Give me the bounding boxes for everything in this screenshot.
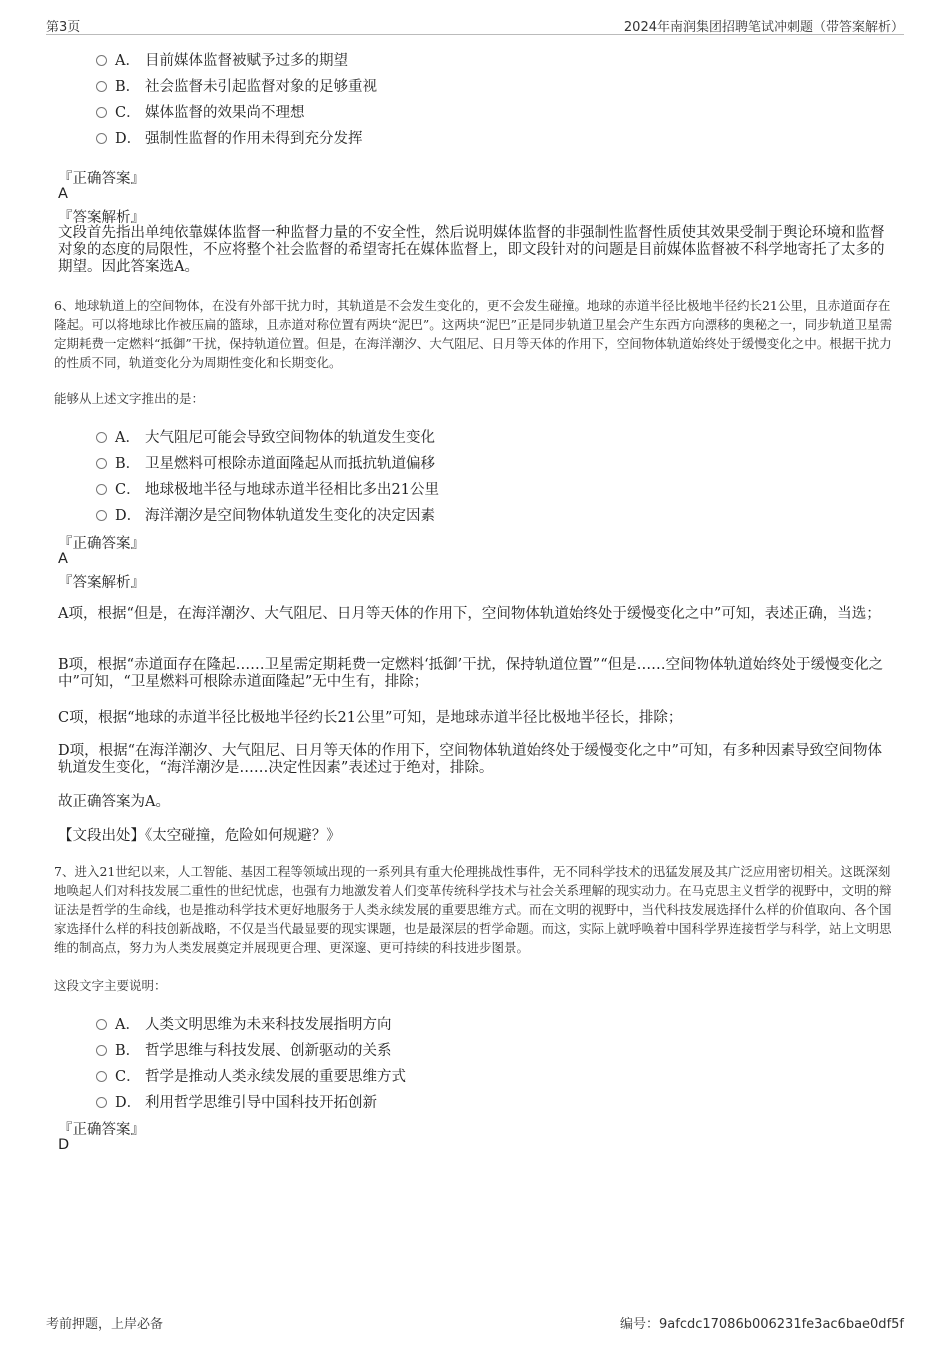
q7-option-b[interactable]: B． 哲学思维与科技发展、创新驱动的关系	[96, 1039, 392, 1059]
radio-icon[interactable]	[96, 55, 107, 66]
q5-answer: A	[58, 186, 68, 202]
q7-option-d[interactable]: D． 利用哲学思维引导中国科技开拓创新	[96, 1091, 377, 1111]
q7-stem: 7、进入21世纪以来，人工智能、基因工程等领域出现的一系列具有重大伦理挑战性事件，无不同科学技术的迅猛发展及其广泛应用密切相关。这既深刻地唤起人们对科技发展二重性的世纪忧虑，也强有力地激发着人们变革传统科学技术与社会关系理解的现实动力。在马克思主义哲学的视野中，文明的辩证法是哲学的生命线，也是推动科学技术更好地服务于人类永续发展的重要思维方式。而在文明的视野中，当代科技发展选择什么样的价值取向、各个国家选择什么样的科技创新战略，不仅是当代最显要的现实课题，也是最深层的哲学命题。而这，实际上就呼唤着中国科学界连接哲学与科学，站上文明思维的制高点，努力为人类发展奠定并展现更合理、更深邃、更可持续的科技进步图景。	[54, 864, 892, 955]
radio-icon[interactable]	[96, 432, 107, 443]
q6-answer: A	[58, 551, 68, 567]
radio-icon[interactable]	[96, 458, 107, 469]
document-title: 2024年南润集团招聘笔试冲刺题（带答案解析）	[623, 20, 904, 35]
q6-stem: 6、地球轨道上的空间物体，在没有外部干扰力时，其轨道是不会发生变化的，更不会发生碰撞。地球的赤道半径比极地半径约长21公里，且赤道面存在隆起。可以将地球比作被压扁的篮球，且赤道对称位置有两块“泥巴”。这两块“泥巴”正是同步轨道卫星会产生东西方向漂移的奥秘之一，同步轨道卫星需定期耗费一定燃料“抵御”干扰，保持轨道位置。但是，在海洋潮汐、大气阻尼、日月等天体的作用下，空间物体轨道始终处于缓慢变化之中。根据干扰力的性质不同，轨道变化分为周期性变化和长期变化。	[54, 298, 893, 370]
q6-option-b[interactable]: B． 卫星燃料可根除赤道面隆起从而抵抗轨道偏移	[96, 452, 435, 472]
q6-option-d[interactable]: D． 海洋潮汐是空间物体轨道发生变化的决定因素	[96, 504, 435, 524]
q5-analysis: 文段首先指出单纯依靠媒体监督一种监督力量的不安全性，然后说明媒体监督的非强制性监督性质使其效果受制于舆论环境和监督对象的态度的局限性，不应将整个社会监督的希望寄托在媒体监督上，即文段针对的问题是目前媒体监督被不科学地寄托了太多的期望。因此答案选A。	[58, 225, 885, 275]
q6-answer-label: 『正确答案』	[58, 536, 145, 552]
q5-answer-label: 『正确答案』	[58, 171, 145, 187]
q5-option-b[interactable]: B． 社会监督未引起监督对象的足够重视	[96, 75, 377, 95]
q5-option-a[interactable]: A． 目前媒体监督被赋予过多的期望	[96, 49, 348, 69]
q6-conclusion: 故正确答案为A。	[58, 794, 170, 810]
q7-answer-label: 『正确答案』	[58, 1122, 145, 1138]
radio-icon[interactable]	[96, 1097, 107, 1108]
q6-prompt: 能够从上述文字推出的是：	[54, 391, 205, 406]
document-id: 编号：9afcdc17086b006231fe3ac6bae0df5f	[620, 1317, 904, 1332]
page-header	[46, 14, 904, 35]
page-footer	[46, 1313, 904, 1331]
q5-analysis-label: 『答案解析』	[58, 210, 145, 226]
q7-option-c[interactable]: C． 哲学是推动人类永续发展的重要思维方式	[96, 1065, 406, 1085]
radio-icon[interactable]	[96, 484, 107, 495]
q6-analysis-d: D项，根据“在海洋潮汐、大气阻尼、日月等天体的作用下，空间物体轨道始终处于缓慢变化之中”可知，有多种因素导致空间物体轨道发生变化，“海洋潮汐是……决定性因素”表述过于绝对，排除。	[58, 743, 882, 776]
q7-option-a[interactable]: A． 人类文明思维为未来科技发展指明方向	[96, 1013, 392, 1033]
q6-source: 【文段出处】《太空碰撞，危险如何规避？》	[58, 828, 341, 844]
q5-option-d[interactable]: D． 强制性监督的作用未得到充分发挥	[96, 127, 363, 147]
radio-icon[interactable]	[96, 107, 107, 118]
q6-analysis-label: 『答案解析』	[58, 575, 145, 591]
radio-icon[interactable]	[96, 133, 107, 144]
radio-icon[interactable]	[96, 1071, 107, 1082]
q6-analysis-a: A项，根据“但是，在海洋潮汐、大气阻尼、日月等天体的作用下，空间物体轨道始终处于缓慢变化之中”可知，表述正确，当选；	[58, 606, 881, 622]
radio-icon[interactable]	[96, 81, 107, 92]
q7-answer: D	[58, 1137, 70, 1153]
q6-analysis-b: B项，根据“赤道面存在隆起……卫星需定期耗费一定燃料‘抵御’干扰，保持轨道位置”“但是……空间物体轨道始终处于缓慢变化之中”可知，“卫星燃料可根除赤道面隆起”无中生有，排除；	[58, 657, 884, 690]
q6-option-a[interactable]: A． 大气阻尼可能会导致空间物体的轨道发生变化	[96, 426, 435, 446]
page-number: 第3页	[46, 20, 81, 35]
q6-analysis-c: C项，根据“地球的赤道半径比极地半径约长21公里”可知，是地球赤道半径比极地半径长，排除；	[58, 710, 683, 726]
radio-icon[interactable]	[96, 1019, 107, 1030]
q5-option-c[interactable]: C． 媒体监督的效果尚不理想	[96, 101, 305, 121]
radio-icon[interactable]	[96, 1045, 107, 1056]
footer-slogan: 考前押题，上岸必备	[46, 1317, 164, 1332]
q6-option-c[interactable]: C． 地球极地半径与地球赤道半径相比多出21公里	[96, 478, 439, 498]
radio-icon[interactable]	[96, 510, 107, 521]
q7-prompt: 这段文字主要说明：	[54, 978, 167, 993]
